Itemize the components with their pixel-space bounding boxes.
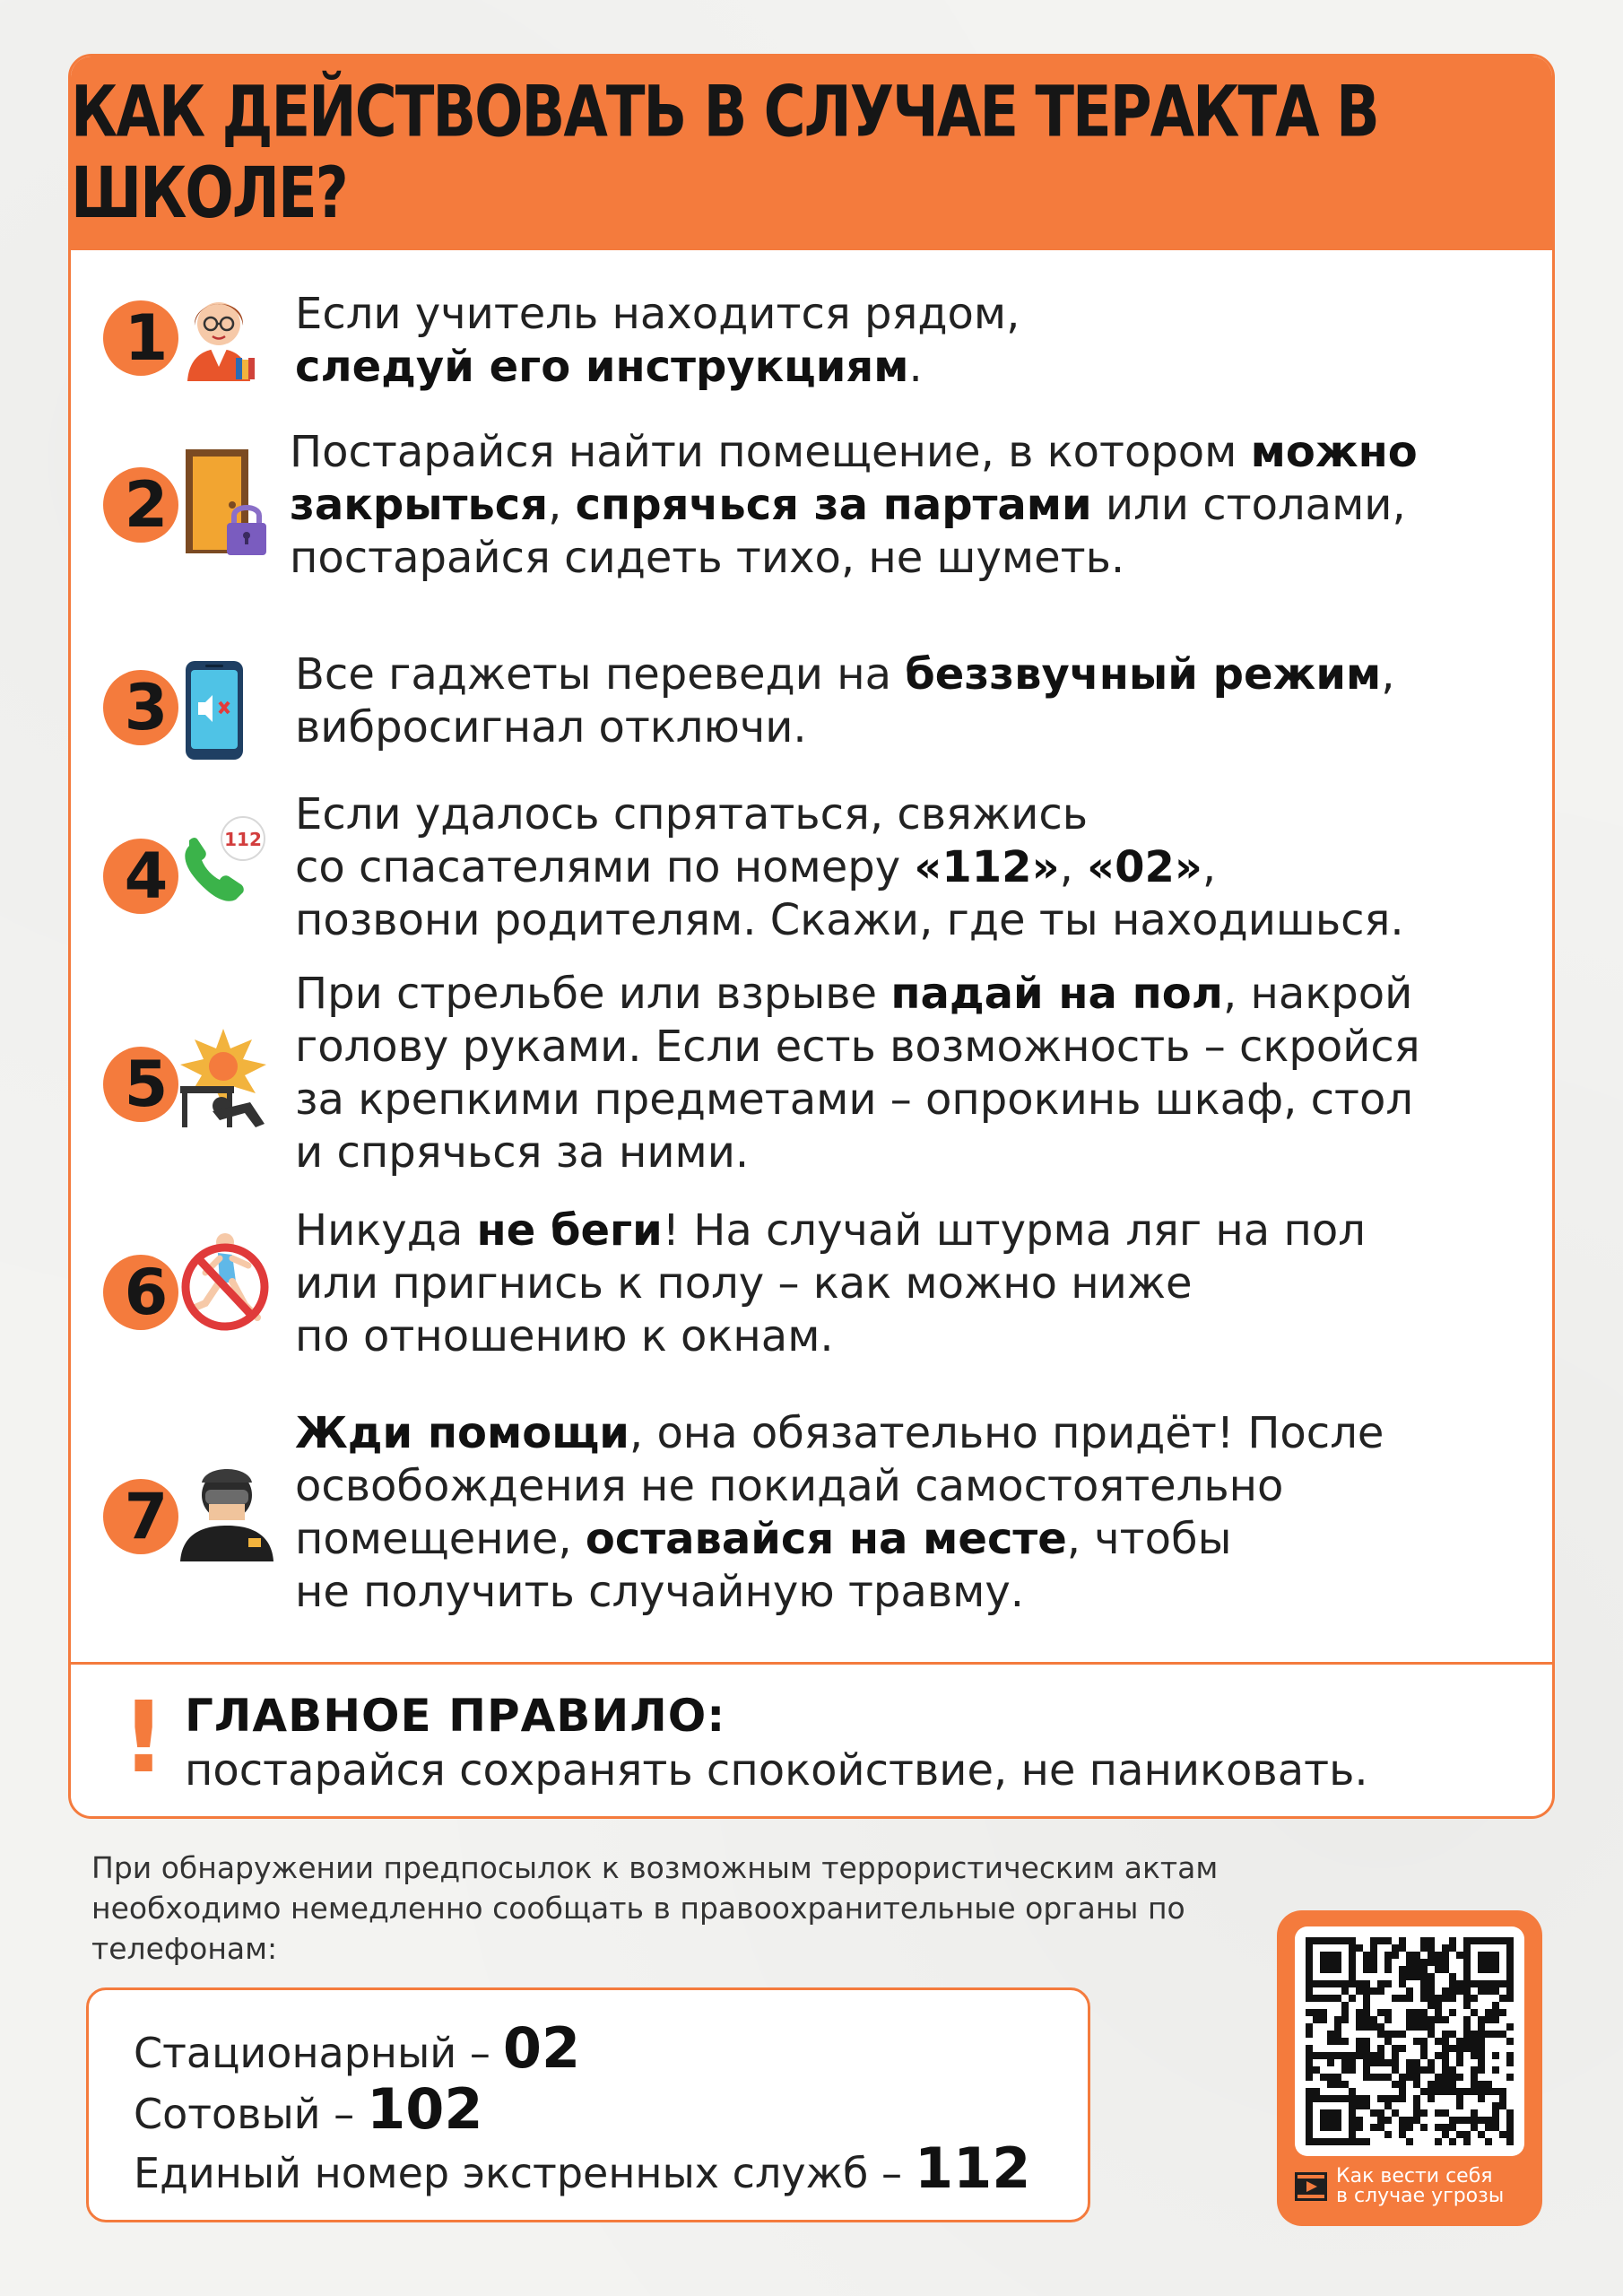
step-number: 3: [124, 671, 169, 744]
explosion-hide-icon: [169, 1023, 277, 1131]
step-text: [290, 426, 1516, 585]
step-line: Если удалось спрятаться, свяжись: [295, 789, 1089, 839]
step-item: [71, 284, 1552, 392]
step-line: Жди помощи, она обязательно придёт! После: [295, 1408, 1384, 1458]
phone-row: [134, 2135, 1030, 2201]
step-line: или пригнись к полу – как можно ниже: [295, 1258, 1193, 1309]
main-rule-text: постарайся сохранять спокойствие, не паниковать.: [185, 1745, 1368, 1796]
instructions-card: [68, 54, 1555, 1819]
locked-door-icon: [169, 446, 277, 562]
qr-code-icon: [1295, 1926, 1524, 2156]
step-line: следуй его инструкциям.: [295, 342, 923, 392]
step-line: Постарайся найти помещение, в котором можно: [290, 427, 1418, 477]
step-line: вибросигнал отключи.: [295, 702, 807, 752]
step-line: постарайся сидеть тихо, не шуметь.: [290, 533, 1125, 583]
title-banner: [71, 57, 1552, 250]
qr-caption-text: [1336, 2167, 1504, 2206]
step-line: Никуда не беги! На случай штурма ляг на пол: [295, 1205, 1366, 1256]
phone-numbers-box: [86, 1987, 1090, 2222]
phone-number: 02: [502, 2015, 581, 2081]
qr-caption-line: в случае угрозы: [1336, 2185, 1505, 2207]
step-number-badge: [103, 1047, 178, 1122]
step-line: помещение, оставайся на месте, чтобы: [295, 1514, 1232, 1564]
phone-label: Единый номер экстренных служб –: [134, 2149, 902, 2197]
step-line: по отношению к окнам.: [295, 1311, 834, 1361]
step-text: [295, 1407, 1516, 1619]
step-text: [295, 288, 1516, 394]
step-line: со спасателями по номеру «112», «02»,: [295, 842, 1217, 892]
step-line: Если учитель находится рядом,: [295, 289, 1020, 339]
step-item: [71, 426, 1552, 587]
step-line: не получить случайную травму.: [295, 1567, 1024, 1617]
step-number: 5: [124, 1048, 169, 1121]
step-number-badge: [103, 300, 178, 376]
step-item: [71, 968, 1552, 1183]
step-line: за крепкими предметами – опрокинь шкаф, стол: [295, 1074, 1414, 1125]
step-number: 4: [124, 839, 169, 913]
page-title: КАК ДЕЙСТВОВАТЬ В СЛУЧАЕ ТЕРАКТА В ШКОЛЕ?: [71, 72, 1378, 235]
step-number: 2: [124, 468, 169, 542]
step-line: освобождения не покидай самостоятельно: [295, 1461, 1284, 1511]
special-forces-icon: [169, 1456, 286, 1563]
step-line: голову руками. Если есть возможность – скройся: [295, 1022, 1420, 1072]
step-item: [71, 788, 1552, 950]
step-text: [295, 788, 1516, 947]
main-rule: [71, 1665, 1552, 1819]
step-number: 6: [124, 1256, 169, 1329]
qr-code-card[interactable]: [1277, 1910, 1542, 2226]
phone-label: Стационарный –: [134, 2029, 490, 2077]
no-running-icon: [169, 1230, 277, 1337]
step-line: Все гаджеты переведи на беззвучный режим,: [295, 649, 1395, 700]
video-play-icon: [1293, 2169, 1329, 2205]
step-number-badge: [103, 467, 178, 543]
step-text: [295, 1205, 1516, 1363]
step-item: [71, 1205, 1552, 1366]
qr-caption-line: Как вести себя: [1336, 2165, 1493, 2187]
step-number: 1: [124, 301, 169, 375]
steps-list: [71, 250, 1552, 1716]
exclamation-icon: !: [121, 1680, 167, 1795]
step-number-badge: [103, 839, 178, 914]
main-rule-title: ГЛАВНОЕ ПРАВИЛО:: [185, 1690, 726, 1742]
step-number-badge: [103, 1255, 178, 1330]
phone-row: [134, 2015, 580, 2081]
phone-label: Сотовый –: [134, 2090, 355, 2138]
step-line: закрыться, спрячься за партами или столами,: [290, 480, 1406, 530]
step-number-badge: [103, 670, 178, 745]
report-notice: При обнаружении предпосылок к возможным террористическим актам необходимо немедленно сообщать в правоохранительные органы по телефонам:: [91, 1850, 1219, 1966]
phone-number: 102: [367, 2076, 483, 2142]
step-number-badge: [103, 1479, 178, 1554]
phone-call-112-icon: [169, 812, 277, 919]
step-line: При стрельбе или взрыве падай на пол, накрой: [295, 969, 1413, 1019]
step-number: 7: [124, 1480, 169, 1553]
phone-number: 112: [915, 2135, 1031, 2201]
step-text: [295, 968, 1516, 1179]
phone-row: [134, 2076, 483, 2142]
qr-code-frame: [1295, 1926, 1524, 2156]
qr-caption: [1293, 2167, 1528, 2206]
muted-phone-icon: [169, 657, 259, 765]
step-item: [71, 1407, 1552, 1622]
icon-badge-112: 112: [224, 829, 262, 850]
step-item: [71, 645, 1552, 761]
teacher-icon: [169, 284, 268, 383]
step-line: и спрячься за ними.: [295, 1127, 750, 1178]
step-text: [295, 648, 1516, 754]
step-line: позвони родителям. Скажи, где ты находишься.: [295, 895, 1404, 945]
